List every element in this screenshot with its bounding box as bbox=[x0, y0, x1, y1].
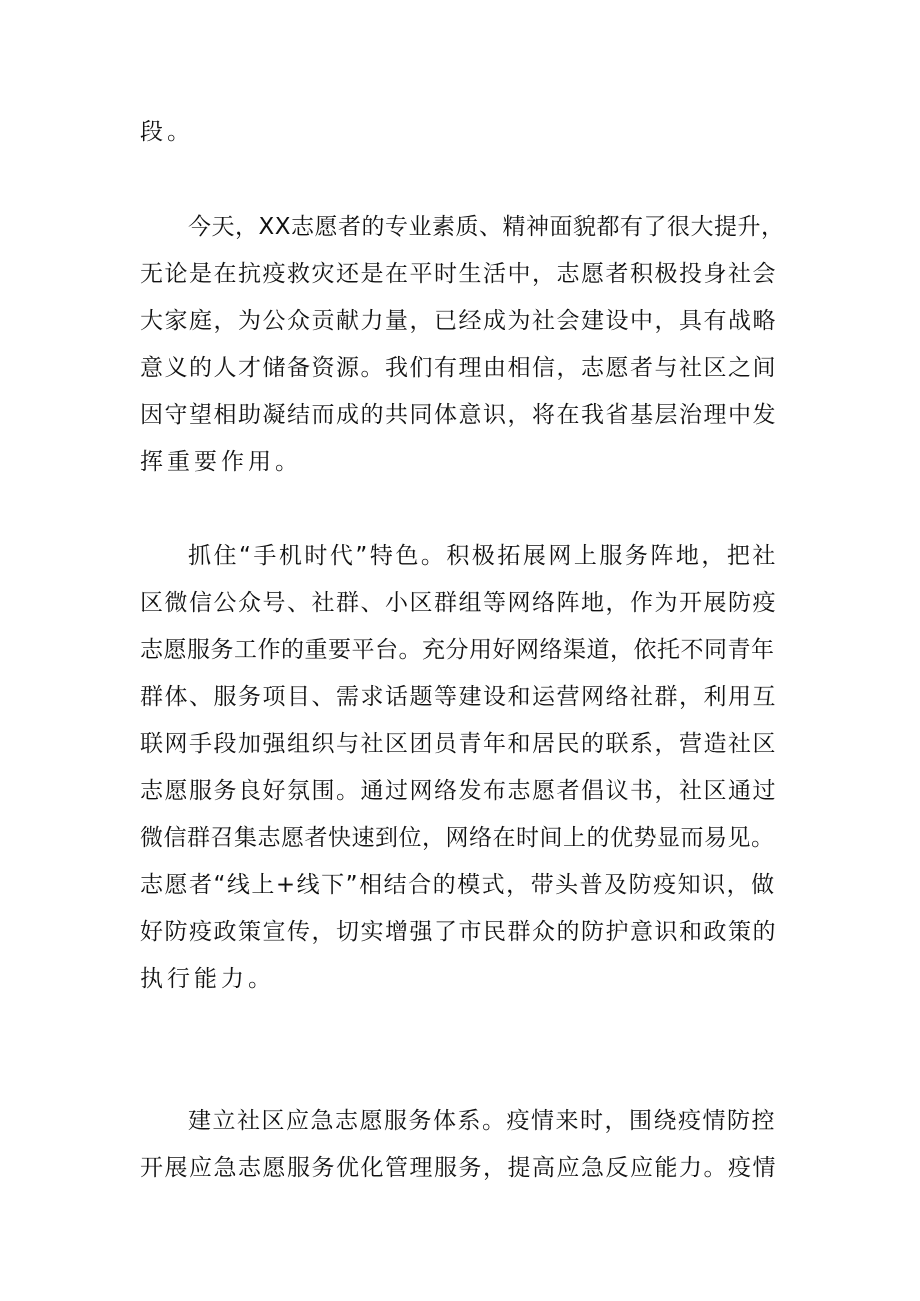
paragraph-3-line-6: 志愿服务良好氛围。通过网络发布志愿者倡议书，社区通过 bbox=[140, 778, 777, 804]
paragraph-4-line-2: 开展应急志愿服务优化管理服务，提高应急反应能力。疫情 bbox=[140, 1155, 777, 1181]
paragraph-2-line-5: 因守望相助凝结而成的共同体意识，将在我省基层治理中发 bbox=[140, 402, 777, 428]
paragraph-3-line-2: 区微信公众号、社群、小区群组等网络阵地，作为开展防疫 bbox=[140, 590, 777, 616]
paragraph-2-line-4: 意义的人才储备资源。我们有理由相信，志愿者与社区之间 bbox=[140, 355, 777, 381]
paragraph-3-line-7: 微信群召集志愿者快速到位，网络在时间上的优势显而易见。 bbox=[140, 825, 775, 851]
paragraph-2-line-6: 挥重要作用。 bbox=[140, 449, 302, 475]
paragraph-2-line-2: 无论是在抗疫救灾还是在平时生活中，志愿者积极投身社会 bbox=[140, 261, 777, 287]
paragraph-3-line-8: 志愿者“线上+线下”相结合的模式，带头普及防疫知识，做 bbox=[140, 872, 776, 898]
paragraph-3-line-5: 联网手段加强组织与社区团员青年和居民的联系，营造社区 bbox=[140, 731, 777, 757]
paragraph-3-line-10: 执行能力。 bbox=[140, 966, 275, 992]
paragraph-1-line-1: 段。 bbox=[140, 119, 194, 145]
paragraph-3-line-3: 志愿服务工作的重要平台。充分用好网络渠道，依托不同青年 bbox=[140, 637, 775, 663]
paragraph-3-line-9: 好防疫政策宣传，切实增强了市民群众的防护意识和政策的 bbox=[140, 919, 777, 945]
paragraph-3-line-4: 群体、服务项目、需求话题等建设和运营网络社群，利用互 bbox=[140, 684, 777, 710]
paragraph-3-line-1: 抓住“手机时代”特色。积极拓展网上服务阵地，把社 bbox=[188, 543, 778, 569]
paragraph-4-line-1: 建立社区应急志愿服务体系。疫情来时，围绕疫情防控 bbox=[188, 1108, 776, 1134]
paragraph-2-line-3: 大家庭，为公众贡献力量，已经成为社会建设中，具有战略 bbox=[140, 308, 777, 334]
paragraph-2-line-1: 今天，XX志愿者的专业素质、精神面貌都有了很大提升， bbox=[188, 214, 785, 240]
